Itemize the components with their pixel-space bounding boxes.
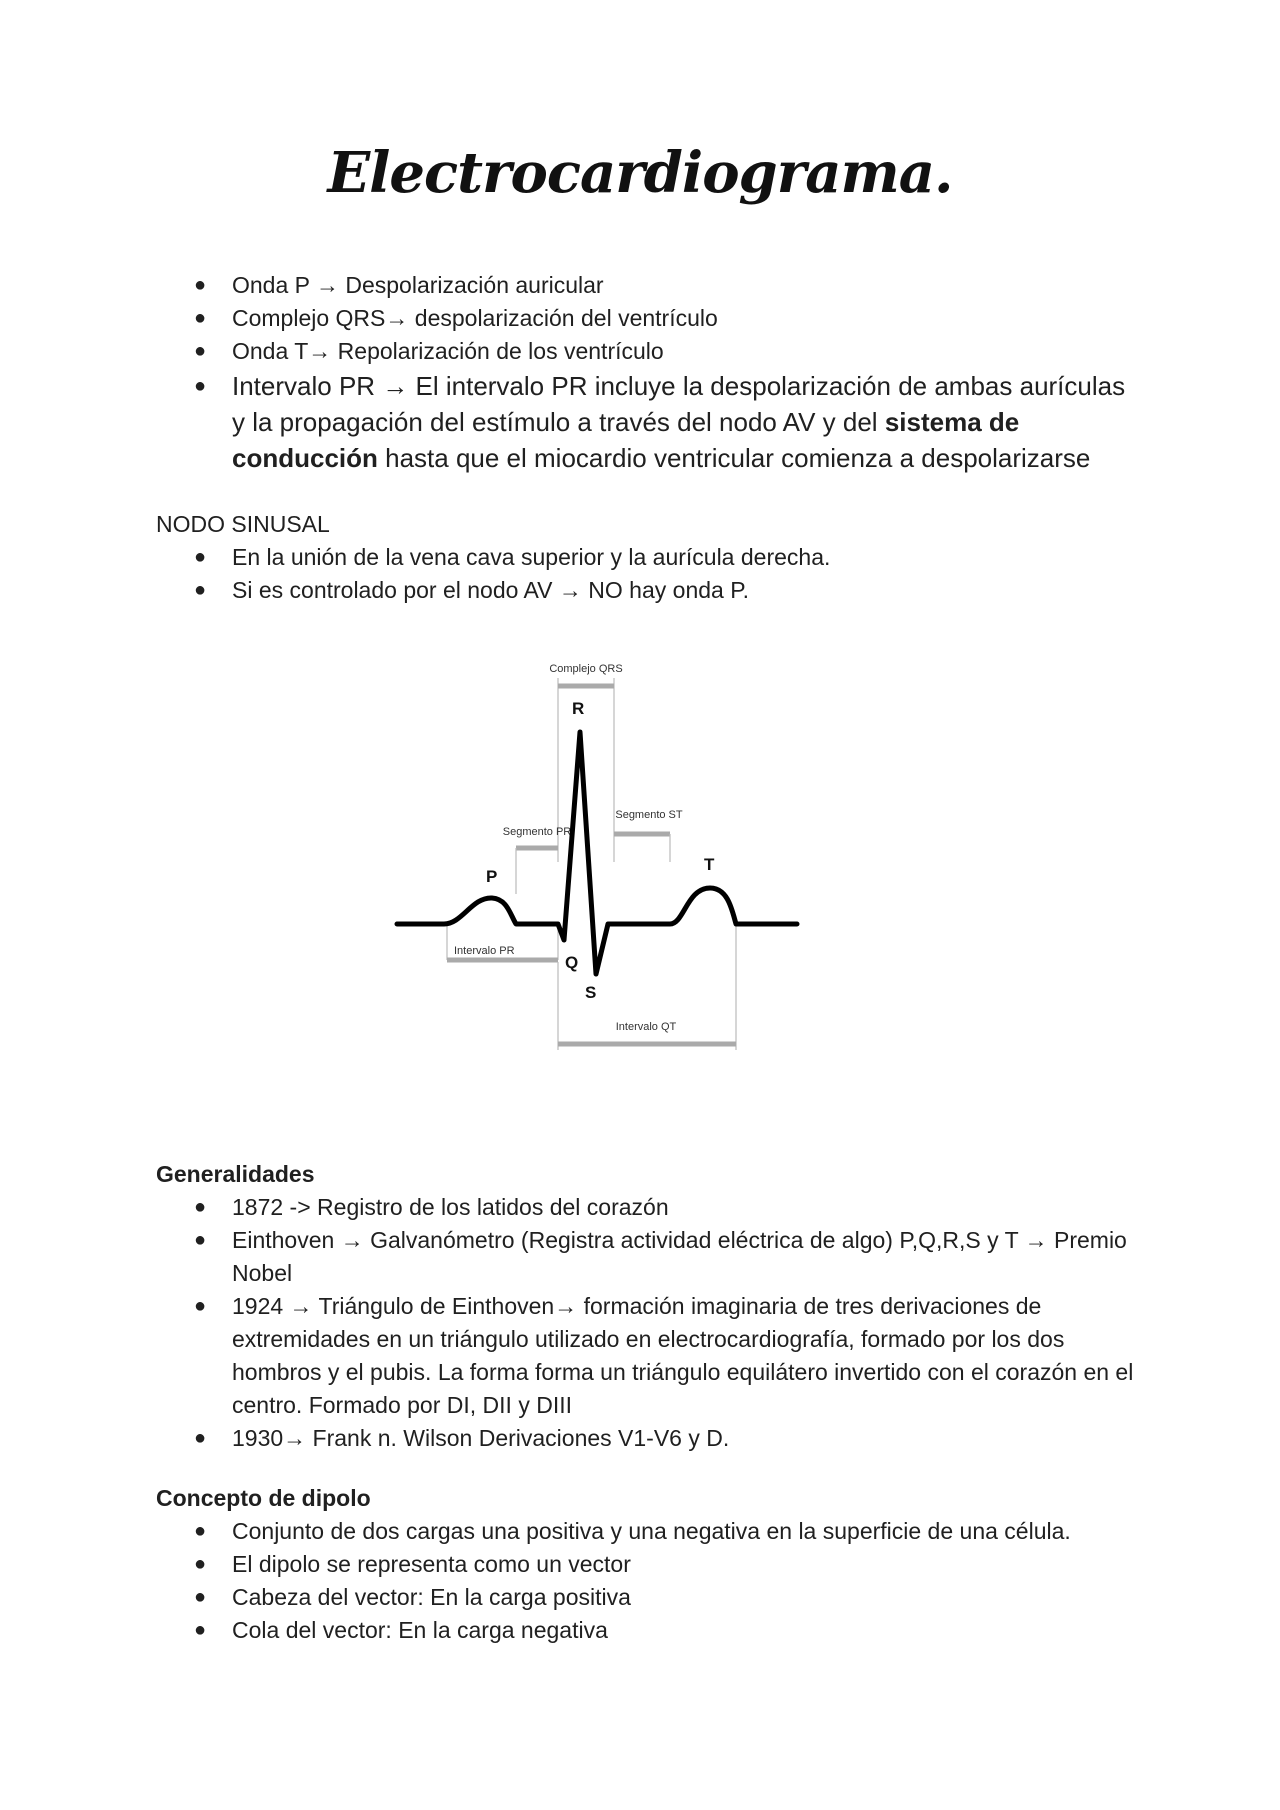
- s-wave-label: S: [585, 983, 597, 1002]
- p-wave-label: P: [486, 867, 498, 886]
- bullet-icon: ●: [194, 375, 207, 397]
- list-item-text: 1930→ Frank n. Wilson Derivaciones V1-V6 y D.: [232, 1425, 730, 1451]
- list-item: [156, 1548, 1136, 1581]
- list-item: [156, 1422, 1136, 1455]
- t-wave-label: T: [704, 855, 715, 874]
- list-item-text: Complejo QRS→ despolarización del ventrículo: [232, 305, 718, 331]
- list-item-text: 1872 -> Registro de los latidos del corazón: [232, 1194, 669, 1220]
- generalidades-list: [156, 1191, 1136, 1455]
- waves-list: [156, 269, 1136, 476]
- list-item-text: Cabeza del vector: En la carga positiva: [232, 1584, 631, 1610]
- list-item: [156, 1224, 1136, 1290]
- qrs-complex-label: Complejo QRS: [549, 663, 623, 675]
- list-item: [156, 1290, 1136, 1422]
- bullet-icon: ●: [194, 1520, 207, 1542]
- bullet-icon: ●: [194, 1196, 207, 1218]
- st-segment-bracket: [614, 809, 683, 862]
- ecg-diagram: [392, 652, 812, 1072]
- q-wave-label: Q: [565, 953, 579, 972]
- list-item: [156, 335, 1136, 368]
- list-item: [156, 574, 1136, 607]
- list-item: [156, 541, 1136, 574]
- list-item-text: El dipolo se representa como un vector: [232, 1551, 631, 1577]
- r-wave-label: R: [572, 699, 585, 718]
- list-item: [156, 1191, 1136, 1224]
- list-item-text: 1924 → Triángulo de Einthoven→ formación imaginaria de tres derivaciones de extremidades en un triángulo utilizado en electrocardiografía, formado por los dos hombros y el pubis. La forma forma un triángulo equilátero invertido con el corazón en el centro. Formado por DI, DII y DIII: [232, 1293, 1134, 1418]
- list-item-text: Einthoven → Galvanómetro (Registra actividad eléctrica de algo) P,Q,R,S y T → Premio Nobel: [232, 1227, 1127, 1286]
- pr-interval-bracket: [447, 924, 558, 960]
- list-item: [156, 368, 1136, 476]
- list-item-text: Conjunto de dos cargas una positiva y una negativa en la superficie de una célula.: [232, 1518, 1071, 1544]
- bullet-icon: ●: [194, 307, 207, 329]
- section-heading-dipolo: Concepto de dipolo: [156, 1485, 371, 1511]
- bullet-icon: ●: [194, 1229, 207, 1251]
- list-item: [156, 302, 1136, 335]
- list-item-text: En la unión de la vena cava superior y la aurícula derecha.: [232, 544, 831, 570]
- bullet-icon: ●: [194, 1619, 207, 1641]
- bold-term: sistema de conducción: [232, 407, 1020, 473]
- bullet-icon: ●: [194, 1586, 207, 1608]
- bullet-icon: ●: [194, 274, 207, 296]
- ecg-trace: [397, 732, 797, 974]
- pr-segment-label: Segmento PR: [502, 826, 572, 838]
- list-item-text: Intervalo PR → El intervalo PR incluye la despolarización de ambas aurículas y la propagación del estímulo a través del nodo AV y del: [232, 371, 1126, 437]
- nodo-list: [156, 541, 1136, 607]
- list-item-text: hasta que el miocardio ventricular comienza a despolarizarse: [377, 443, 1091, 473]
- bullet-icon: ●: [194, 340, 207, 362]
- section-heading-nodo-sinusal: NODO SINUSAL: [156, 511, 330, 537]
- pr-segment-bracket: [503, 826, 572, 894]
- qt-interval-label: Intervalo QT: [615, 1021, 677, 1033]
- list-item-text: Cola del vector: En la carga negativa: [232, 1617, 608, 1643]
- list-item-text: Si es controlado por el nodo AV → NO hay onda P.: [232, 577, 749, 603]
- list-item: [156, 1614, 1136, 1647]
- pr-interval-label: Intervalo PR: [454, 945, 515, 957]
- bullet-icon: ●: [194, 1553, 207, 1575]
- bullet-icon: ●: [194, 579, 207, 601]
- bullet-icon: ●: [194, 1427, 207, 1449]
- list-item: [156, 1515, 1136, 1548]
- bullet-icon: ●: [194, 546, 207, 568]
- list-item-text: Onda T→ Repolarización de los ventrículo: [232, 338, 664, 364]
- st-segment-label: Segmento ST: [615, 809, 683, 821]
- list-item: [156, 1581, 1136, 1614]
- list-item: [156, 269, 1136, 302]
- bullet-icon: ●: [194, 1295, 207, 1317]
- section-heading-generalidades: Generalidades: [156, 1161, 315, 1187]
- dipolo-list: [156, 1515, 1136, 1647]
- page-title: Electrocardiograma.: [327, 140, 953, 206]
- list-item-text: Onda P → Despolarización auricular: [232, 272, 604, 298]
